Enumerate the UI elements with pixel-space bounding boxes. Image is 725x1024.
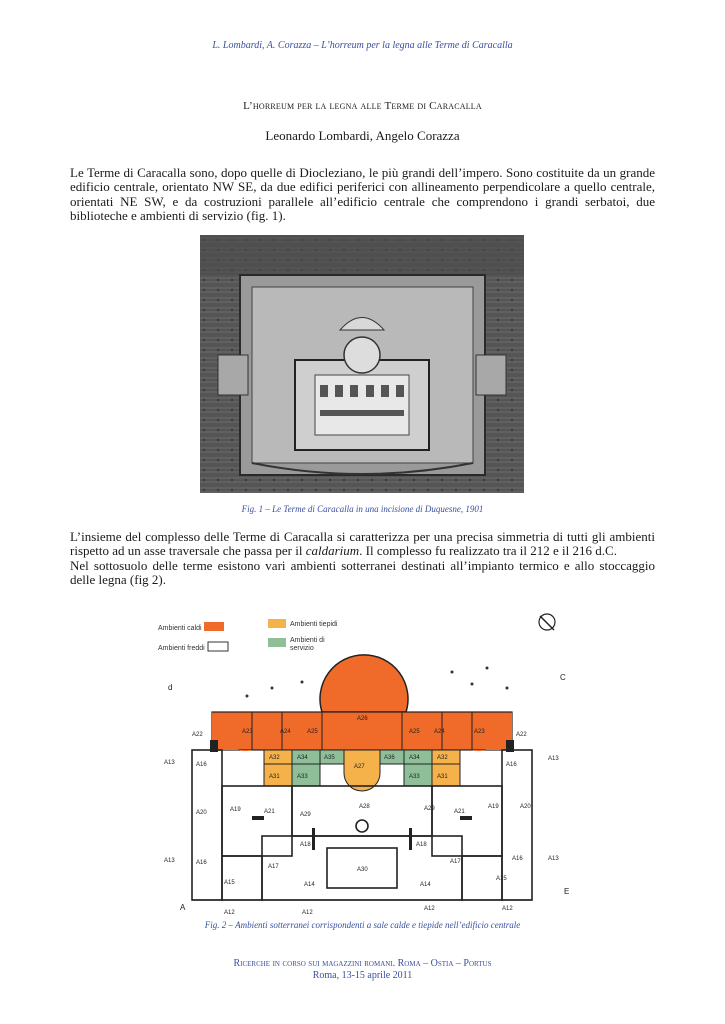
- svg-text:A28: A28: [359, 804, 370, 810]
- svg-text:Ambienti di: Ambienti di: [290, 637, 325, 644]
- svg-text:A29: A29: [300, 812, 311, 818]
- svg-text:A16: A16: [512, 856, 523, 862]
- figure-2-caption: Fig. 2 – Ambienti sotterranei corrispondenti a sale calde e tiepide nell’edificio centrale: [204, 920, 521, 930]
- svg-text:A12: A12: [302, 910, 313, 916]
- authors: Leonardo Lombardi, Angelo Corazza: [265, 128, 460, 143]
- svg-text:Ambienti tiepidi: Ambienti tiepidi: [290, 621, 338, 628]
- legend-swatch-tiepidi: [268, 619, 286, 628]
- svg-text:A33: A33: [409, 774, 420, 780]
- svg-text:A21: A21: [454, 809, 465, 815]
- svg-text:A12: A12: [502, 906, 513, 912]
- svg-text:A12: A12: [424, 906, 435, 912]
- svg-text:servizio: servizio: [290, 645, 314, 652]
- figure-1-engraving: [200, 235, 524, 493]
- legend-swatch-caldi: [204, 622, 224, 631]
- svg-text:A17: A17: [450, 859, 461, 865]
- svg-text:A34: A34: [297, 755, 308, 761]
- footer: [0, 958, 725, 982]
- paragraph-3: Nel sottosuolo delle terme esistono vari ambienti sotterranei destinati all’impianto termico e allo stoccaggio delle legna (fig 2).: [70, 557, 655, 587]
- svg-text:A20: A20: [520, 804, 531, 810]
- svg-text:A21: A21: [264, 809, 275, 815]
- paragraph-1: Le Terme di Caracalla sono, dopo quelle di Diocleziano, le più grandi dell’impero. Sono costituite da un grande edificio centrale, orientato NW SE, da due edifici periferici con allineamento perpendicolare a quello centrale, orientati NE SW, e da costruzioni parallele all’edificio centrale che comprendono i grandi serbatoi, due biblioteche e ambienti di servizio (fig. 1).: [70, 165, 655, 223]
- footer-date: Roma, 13-15 aprile 2011: [312, 970, 413, 981]
- svg-text:A: A: [180, 903, 186, 912]
- svg-text:A29: A29: [424, 806, 435, 812]
- svg-text:A25: A25: [307, 729, 318, 735]
- svg-text:A16: A16: [196, 860, 207, 866]
- svg-text:A33: A33: [297, 774, 308, 780]
- legend-swatch-freddi: [208, 642, 228, 651]
- svg-text:A34: A34: [409, 755, 420, 761]
- running-header: L. Lombardi, A. Corazza – L’horreum per la legna alle Terme di Caracalla: [212, 40, 513, 51]
- svg-text:A26: A26: [357, 716, 368, 722]
- svg-text:A13: A13: [164, 858, 175, 864]
- svg-text:A31: A31: [437, 774, 448, 780]
- svg-text:Ambienti caldi: Ambienti caldi: [158, 625, 202, 632]
- svg-text:A14: A14: [304, 882, 315, 888]
- svg-text:A16: A16: [196, 762, 207, 768]
- svg-text:A18: A18: [300, 842, 311, 848]
- svg-text:E: E: [564, 887, 570, 896]
- svg-text:Ambienti freddi: Ambienti freddi: [158, 645, 205, 652]
- svg-text:A36: A36: [384, 755, 395, 761]
- figure-1-caption: Fig. 1 – Le Terme di Caracalla in una incisione di Duquesne, 1901: [241, 504, 484, 514]
- svg-text:d: d: [168, 683, 173, 692]
- svg-text:A23: A23: [474, 729, 485, 735]
- svg-text:A23: A23: [242, 729, 253, 735]
- footer-conference: Ricerche in corso sui magazzini romani. Roma – Ostia – Portus: [233, 958, 492, 969]
- svg-text:A19: A19: [488, 804, 499, 810]
- svg-text:A15: A15: [496, 876, 507, 882]
- svg-text:A24: A24: [280, 729, 291, 735]
- svg-text:A20: A20: [196, 810, 207, 816]
- svg-text:C: C: [560, 673, 566, 682]
- svg-text:A32: A32: [269, 755, 280, 761]
- svg-text:A16: A16: [506, 762, 517, 768]
- svg-text:A13: A13: [164, 760, 175, 766]
- svg-text:A24: A24: [434, 729, 445, 735]
- svg-text:A15: A15: [224, 880, 235, 886]
- svg-text:A35: A35: [324, 755, 335, 761]
- figure-2-floor-plan: [152, 608, 572, 918]
- svg-text:A13: A13: [548, 856, 559, 862]
- svg-text:A12: A12: [224, 910, 235, 916]
- svg-text:A25: A25: [409, 729, 420, 735]
- svg-text:A14: A14: [420, 882, 431, 888]
- svg-text:A13: A13: [548, 756, 559, 762]
- paper-title: L’horreum per la legna alle Terme di Caracalla: [243, 100, 482, 112]
- svg-text:A31: A31: [269, 774, 280, 780]
- svg-text:A19: A19: [230, 807, 241, 813]
- svg-text:A22: A22: [192, 732, 203, 738]
- paragraph-2: L’insieme del complesso delle Terme di Caracalla si caratterizza per una precisa simmetria di tutti gli ambienti rispetto ad un asse traversale che passa per il caldarium. Il complesso fu realizzato tra il 212 e il 216 d.C. Nel sottosuolo delle terme esistono vari ambienti sotterranei destinati all’impianto termico e allo stoccaggio delle legna (fig 2).: [70, 529, 655, 587]
- svg-text:A27: A27: [354, 764, 365, 770]
- svg-text:A18: A18: [416, 842, 427, 848]
- svg-text:A32: A32: [437, 755, 448, 761]
- legend-swatch-servizio: [268, 638, 286, 647]
- svg-text:A17: A17: [268, 864, 279, 870]
- svg-text:A22: A22: [516, 732, 527, 738]
- svg-text:A30: A30: [357, 867, 368, 873]
